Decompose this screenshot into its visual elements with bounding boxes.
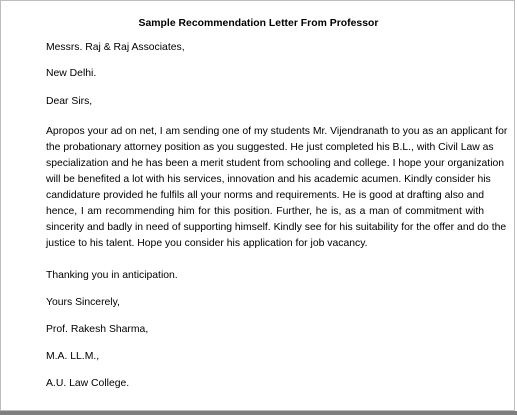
closing-thanks: Thanking you in anticipation. bbox=[46, 270, 178, 281]
signer-name: Prof. Rakesh Sharma, bbox=[46, 324, 149, 335]
body-line: will be benefited a lot with his services, innovation and his academic acumen. Kindly consider his bbox=[46, 174, 491, 185]
body-line: justice to his talent. Hope you consider his application for job vacancy. bbox=[46, 238, 368, 249]
body-line: hence, I am recommending him for this position. Further, he is, as a man of commitment with bbox=[46, 206, 484, 217]
body-line: Apropos your ad on net, I am sending one of my students Mr. Vijendranath to you as an applicant for bbox=[46, 126, 508, 137]
body-line: candidature provided he fulfils all your norms and requirements. He is good at drafting also and bbox=[46, 190, 484, 201]
sign-off: Yours Sincerely, bbox=[46, 297, 120, 308]
city-line: New Delhi. bbox=[46, 68, 97, 79]
body-line: specialization and he has been a merit student from schooling and college. I hope your organization bbox=[46, 158, 505, 169]
letter-body-paragraph bbox=[46, 124, 508, 252]
bottom-edge-bar bbox=[0, 411, 517, 415]
signer-degree: M.A. LL.M., bbox=[46, 351, 100, 362]
recipient-line: Messrs. Raj & Raj Associates, bbox=[46, 42, 185, 53]
salutation: Dear Sirs, bbox=[46, 96, 93, 107]
document-title: Sample Recommendation Letter From Professor bbox=[138, 18, 379, 29]
body-line: the probationary attorney position as you suggested. He just completed his B.L., with Civil Law as bbox=[46, 142, 494, 153]
signer-institution: A.U. Law College. bbox=[46, 378, 130, 389]
body-line: sincerity and badly in need of supporting himself. Kindly see for his suitability for the offer and do the bbox=[46, 222, 507, 233]
